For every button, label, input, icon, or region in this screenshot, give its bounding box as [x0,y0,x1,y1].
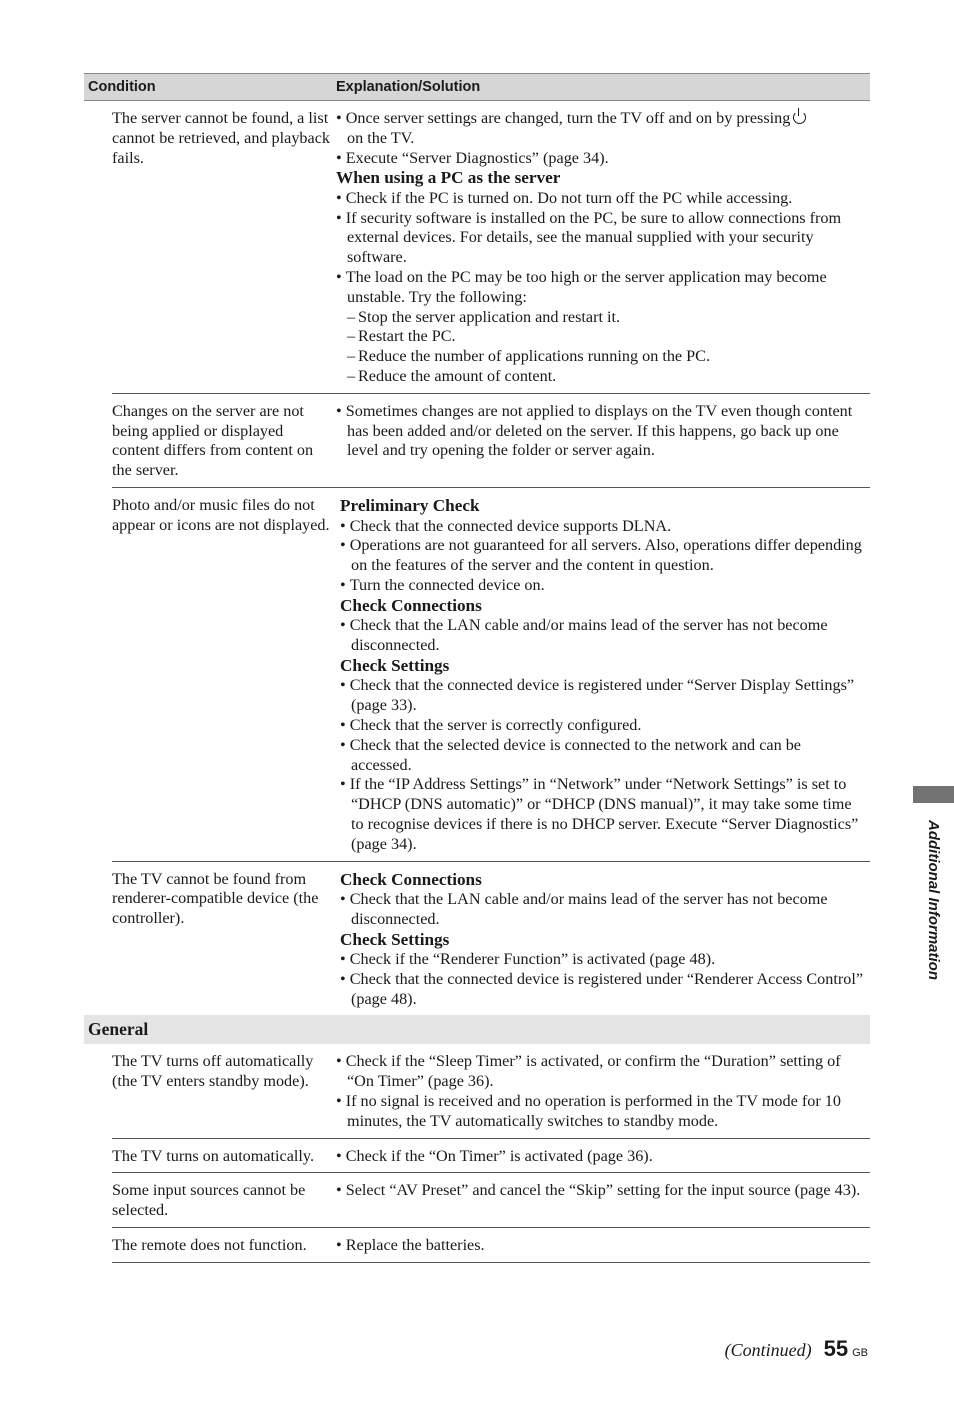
table-row [112,488,870,861]
table-row [112,1173,870,1228]
table-row [112,862,870,1016]
bullet-item: • The load on the PC may be too high or the server application may become unstable. Try the following: [336,268,864,308]
condition-cell: The server cannot be found, a list cannot be retrieved, and playback fails. [112,109,330,167]
bullet-item: • Sometimes changes are not applied to displays on the TV even though content has been added and/or deleted on the server. If this happens, go back up one level and try opening the folder or server again. [336,402,864,461]
subheading: Check Connections [340,595,482,615]
bullet-item: • If the “IP Address Settings” in “Network” under “Network Settings” is set to “DHCP (DNS automatic)” or “DHCP (DNS manual)”, it may take some time to recognise devices if there is no DHCP server. Execute “Server Diagnostics” (page 34). [340,775,864,854]
troubleshooting-table [84,73,870,1263]
subheading: When using a PC as the server [336,168,561,188]
condition-cell: Photo and/or music files do not appear or icons are not displayed. [112,496,330,534]
condition-cell: Changes on the server are not being applied or displayed content differs from content on the server. [112,401,314,480]
bullet-item: • Check that the LAN cable and/or mains lead of the server has not become disconnected. [340,616,864,656]
explanation-cell [336,1236,870,1256]
explanation-cell [336,1181,870,1221]
subheading: Check Settings [340,655,450,675]
bullet-item: • Check that the server is correctly configured. [340,716,864,736]
explanation-cell [336,496,870,854]
header-explanation: Explanation/Solution [336,79,481,95]
explanation-cell [336,1147,870,1167]
dash-item: – Reduce the amount of content. [336,367,864,387]
section-general: General [84,1015,870,1044]
side-tab-marker [913,786,954,803]
page-number: 55 [823,1336,849,1361]
bullet-item: • Execute “Server Diagnostics” (page 34). [336,149,864,169]
bullet-item: • Turn the connected device on. [340,576,864,596]
bullet-item: • Check if the PC is turned on. Do not turn off the PC while accessing. [336,189,864,209]
bullet-item: • Check if the “Renderer Function” is activated (page 48). [340,950,864,970]
bullet-item [336,109,864,149]
bullet-item: • If no signal is received and no operation is performed in the TV mode for 10 minutes, the TV automatically switches to standby mode. [336,1092,864,1132]
subheading: Check Connections [340,869,482,889]
bullet-text: Once server settings are changed, turn the TV off and on by pressing [345,109,791,127]
dash-item: – Reduce the number of applications running on the PC. [336,347,864,367]
table-header [84,73,870,101]
bullet-item: • Check if the “On Timer” is activated (page 36). [336,1147,864,1167]
bullet-item: • Check that the selected device is connected to the network and can be accessed. [340,736,864,776]
table-row [112,101,870,394]
table-row [112,1044,870,1138]
dash-item: – Restart the PC. [336,327,864,347]
condition-cell: The TV turns on automatically. [112,1146,315,1165]
bullet-item: • Select “AV Preset” and cancel the “Skip” setting for the input source (page 43). [336,1181,864,1201]
condition-cell: Some input sources cannot be selected. [112,1181,306,1220]
continued-label: (Continued) [724,1340,812,1360]
bullet-text: on the TV. [347,128,415,147]
page-region-code: GB [852,1347,868,1359]
explanation-cell [336,109,870,387]
dash-item: – Stop the server application and restart it. [336,308,864,328]
table-row [112,1228,870,1263]
bullet-item: • Check if the “Sleep Timer” is activated, or confirm the “Duration” setting of “On Timer” (page 36). [336,1052,864,1092]
condition-cell: The TV turns off automatically (the TV enters standby mode). [112,1052,314,1091]
subheading: Check Settings [340,929,450,949]
bullet-item: • Check that the connected device supports DLNA. [340,517,864,537]
header-condition: Condition [88,79,156,95]
condition-cell: The TV cannot be found from renderer-compatible device (the controller). [112,869,319,928]
table-row [112,1139,870,1174]
explanation-cell [336,402,870,481]
subheading: Preliminary Check [340,496,480,516]
bullet-item: • Check that the connected device is registered under “Renderer Access Control” (page 48). [340,970,864,1010]
bullet-item: • Operations are not guaranteed for all servers. Also, operations differ depending on the features of the server and the content in question. [340,536,864,576]
page-footer [725,1336,868,1362]
bullet-item: • If security software is installed on the PC, be sure to allow connections from external devices. For details, see the manual supplied with your security software. [336,209,864,268]
explanation-cell [336,1052,870,1131]
power-icon [793,111,806,124]
bullet-item: • Check that the connected device is registered under “Server Display Settings” (page 33). [340,676,864,716]
side-tab-label: Additional Information [925,820,942,980]
explanation-cell [336,870,870,1010]
bullet-item: • Replace the batteries. [336,1236,864,1256]
bullet-item: • Check that the LAN cable and/or mains lead of the server has not become disconnected. [340,890,864,930]
condition-cell: The remote does not function. [112,1236,307,1255]
table-row [112,394,870,488]
